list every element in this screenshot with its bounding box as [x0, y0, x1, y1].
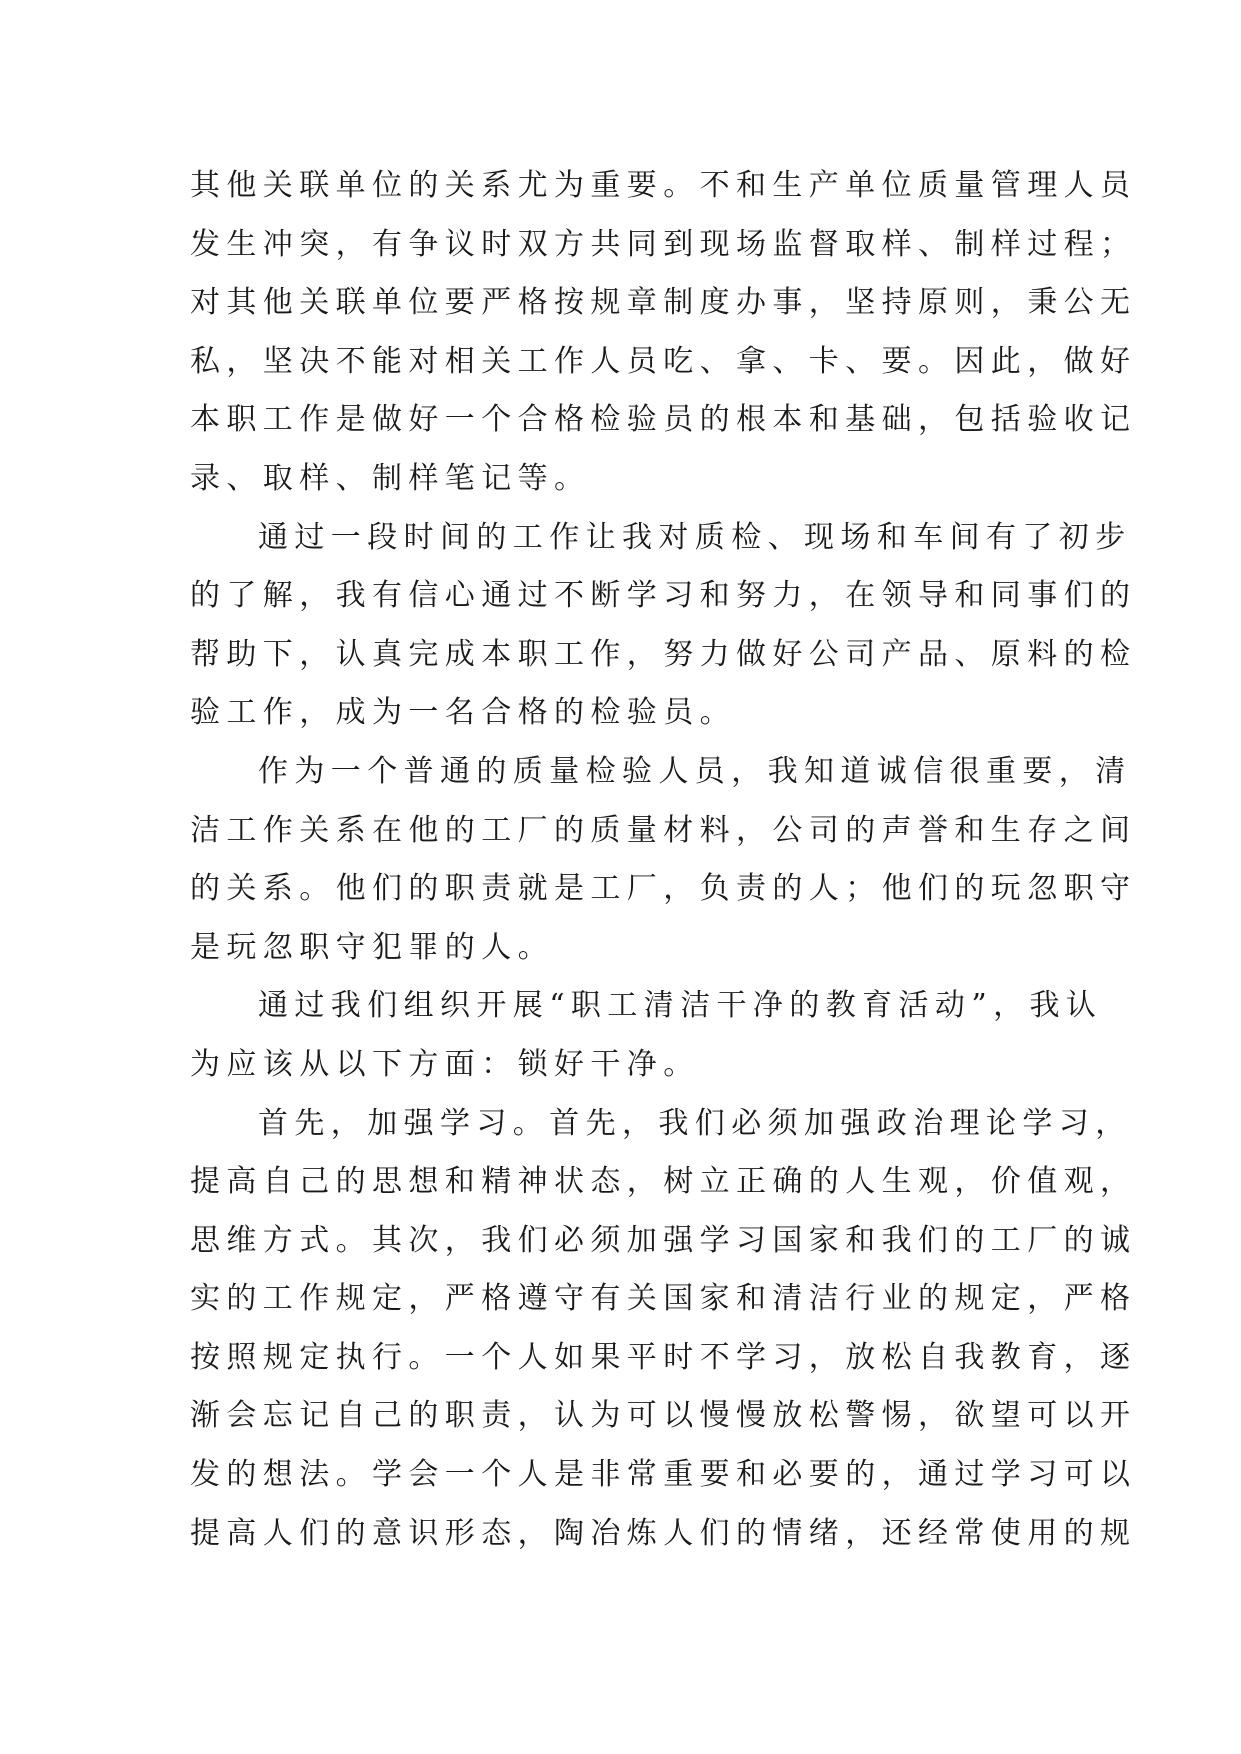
text-line: 按照规定执行。一个人如果平时不学习，放松自我教育，逐	[190, 1339, 1137, 1375]
text-line: 帮助下，认真完成本职工作，努力做好公司产品、原料的检	[190, 636, 1137, 672]
text-line: 本职工作是做好一个合格检验员的根本和基础，包括验收记	[190, 402, 1137, 438]
text-line: 发生冲突，有争议时双方共同到现场监督取样、制样过程；	[190, 226, 1137, 262]
text-line: 为应该从以下方面：锁好干净。	[190, 1046, 700, 1082]
text-line: 提高自己的思想和精神状态，树立正确的人生观，价值观，	[190, 1164, 1137, 1200]
paragraph-first-line: 通过我们组织开展“职工清洁干净的教育活动”，我认	[258, 988, 1103, 1024]
text-line: 的关系。他们的职责就是工厂，负责的人；他们的玩忽职守	[190, 871, 1137, 907]
text-line: 提高人们的意识形态，陶冶炼人们的情绪，还经常使用的规	[190, 1515, 1137, 1551]
text-line: 其他关联单位的关系尤为重要。不和生产单位质量管理人员	[190, 168, 1137, 203]
document-body	[190, 157, 1137, 1563]
text-line: 渐会忘记自己的职责，认为可以慢慢放松警惕，欲望可以开	[190, 1398, 1137, 1434]
text-line: 录、取样、制样笔记等。	[190, 460, 591, 496]
text-line: 实的工作规定，严格遵守有关国家和清洁行业的规定，严格	[190, 1281, 1137, 1317]
paragraph-first-line: 通过一段时间的工作让我对质检、现场和车间有了初步	[258, 519, 1132, 555]
text-line: 验工作，成为一名合格的检验员。	[190, 695, 736, 731]
text-line: 私，坚决不能对相关工作人员吃、拿、卡、要。因此，做好	[190, 343, 1137, 379]
paragraph-first-line: 首先，加强学习。首先，我们必须加强政治理论学习，	[258, 1105, 1132, 1141]
text-line: 对其他关联单位要严格按规章制度办事，坚持原则，秉公无	[190, 285, 1137, 321]
text-line: 思维方式。其次，我们必须加强学习国家和我们的工厂的诚	[190, 1222, 1137, 1258]
text-line: 洁工作关系在他的工厂的质量材料，公司的声誉和生存之间	[190, 812, 1137, 848]
paragraph-first-line: 作为一个普通的质量检验人员，我知道诚信很重要，清	[258, 753, 1132, 789]
text-line: 发的想法。学会一个人是非常重要和必要的，通过学习可以	[190, 1457, 1137, 1493]
text-line: 的了解，我有信心通过不断学习和努力，在领导和同事们的	[190, 578, 1137, 614]
text-line: 是玩忽职守犯罪的人。	[190, 929, 554, 965]
